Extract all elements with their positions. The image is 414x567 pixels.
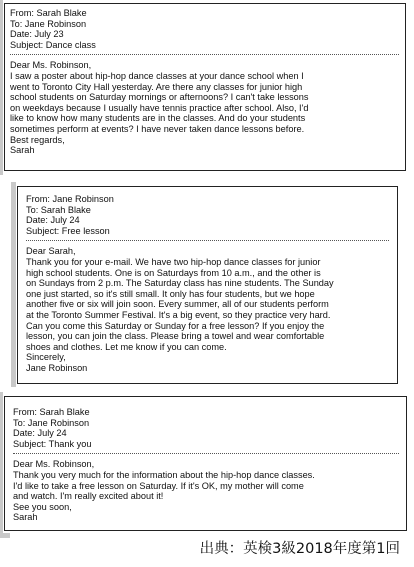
email-message-1 xyxy=(4,3,406,171)
body-line: I'd like to take a free lesson on Saturday. If it's OK, my mother will come xyxy=(13,480,304,491)
body-line: like to know how many students are in the classes. And do your students xyxy=(10,113,306,124)
source-citation: 出典：英検3級2018年度第1回 xyxy=(199,541,400,557)
body-line: at the Toronto Summer Festival. It's a big event, so they practice very hard. xyxy=(26,309,331,320)
email-subject: Subject: Thank you xyxy=(13,438,92,449)
email-3-shadow xyxy=(0,392,3,538)
email-date: Date: July 24 xyxy=(26,215,80,226)
body-line: and watch. I'm really excited about it! xyxy=(13,491,164,502)
email-divider xyxy=(13,453,399,454)
body-line: on Sundays from 2 p.m. The Saturday class has nine students. The Sunday xyxy=(26,278,334,289)
email-signature: Jane Robinson xyxy=(26,362,88,373)
email-from: From: Sarah Blake xyxy=(10,8,87,18)
email-body xyxy=(26,257,389,352)
body-line: high school students. One is on Saturdays from 10 a.m., and the other is xyxy=(26,267,321,278)
email-message-2 xyxy=(17,186,398,384)
email-signature: Sarah xyxy=(10,145,35,156)
email-body xyxy=(10,71,399,135)
email-body xyxy=(13,470,399,502)
email-from: From: Jane Robinson xyxy=(26,194,114,204)
email-date: Date: July 23 xyxy=(10,29,64,40)
email-closing: Best regards, xyxy=(10,134,65,145)
email-closing: Sincerely, xyxy=(26,352,66,363)
email-divider xyxy=(10,54,399,55)
body-line: Thank you for your e-mail. We have two hip-hop dance classes for junior xyxy=(26,256,321,267)
email-signature: Sarah xyxy=(13,512,38,523)
body-line: went to Toronto City Hall yesterday. Are there any classes for junior high xyxy=(10,81,303,92)
email-message-3 xyxy=(4,396,407,531)
body-line: another five or six will join soon. Every summer, all of our students perform xyxy=(26,299,329,310)
body-line: one just started, so it's still small. It only has four students, but we hope xyxy=(26,288,315,299)
email-2-shadow xyxy=(11,182,16,387)
body-line: I saw a poster about hip-hop dance classes at your dance school when I xyxy=(10,70,304,81)
body-line: Can you come this Saturday or Sunday for a free lesson? If you enjoy the xyxy=(26,320,325,331)
body-line: sometimes perform at events? I have never taken dance lessons before. xyxy=(10,123,305,134)
email-to: To: Jane Robinson xyxy=(10,18,87,29)
email-to: To: Jane Robinson xyxy=(13,417,90,428)
body-line: shoes and clothes. Let me know if you can come. xyxy=(26,341,227,352)
email-to: To: Sarah Blake xyxy=(26,204,91,215)
body-line: school students on Saturday mornings or afternoons? I can't take lessons xyxy=(10,92,309,103)
email-date: Date: July 24 xyxy=(13,428,67,439)
body-line: on weekdays because I usually have tennis practice after school. Also, I'd xyxy=(10,102,309,113)
email-greeting: Dear Ms. Robinson, xyxy=(13,459,95,470)
email-greeting: Dear Sarah, xyxy=(26,246,76,257)
email-closing: See you soon, xyxy=(13,501,72,512)
body-line: Thank you very much for the information about the hip-hop dance classes. xyxy=(13,469,315,480)
email-subject: Subject: Free lesson xyxy=(26,225,110,236)
email-greeting: Dear Ms. Robinson, xyxy=(10,60,92,71)
email-subject: Subject: Dance class xyxy=(10,39,96,50)
email-3-shadow-bottom xyxy=(0,533,10,538)
email-1-shadow xyxy=(0,0,3,175)
email-divider xyxy=(26,240,389,241)
email-from: From: Sarah Blake xyxy=(13,407,90,417)
body-line: lesson, you can join the class. Please bring a towel and wear comfortable xyxy=(26,331,325,342)
